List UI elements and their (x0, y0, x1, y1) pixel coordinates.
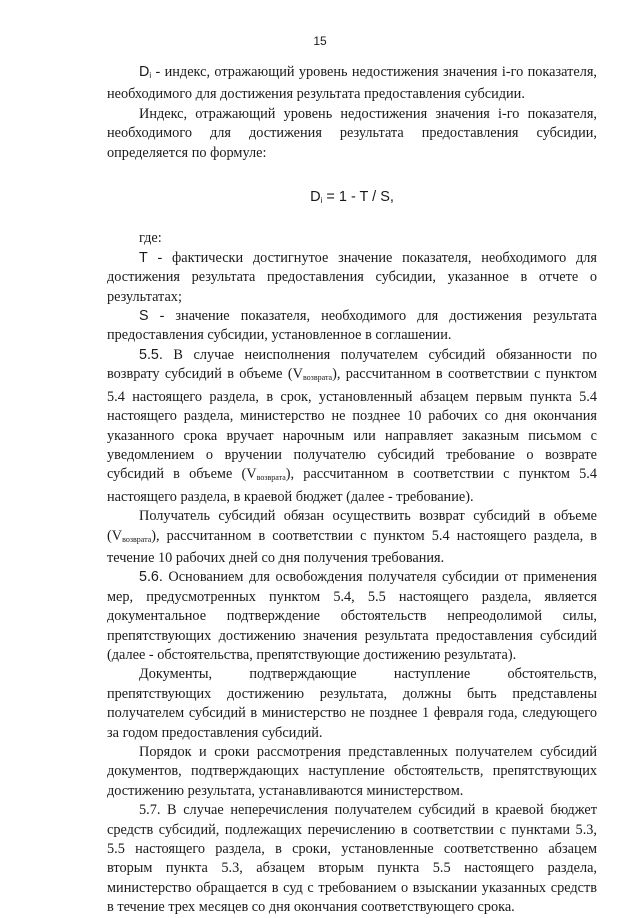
clause-number-5-6: 5.6. (139, 569, 163, 586)
subscript-vozvrata-3: возврата (122, 534, 152, 544)
symbol-d-subscript: i (149, 71, 152, 80)
formula-rhs: = 1 - T / S, (322, 189, 394, 206)
symbol-d: D (139, 64, 150, 80)
paragraph-t-text: - фактически достигнутое значение показателя, необходимого для достижения результата предоставления субсидии, указанное в отчете о результатах; (107, 249, 597, 305)
paragraph-s-definition (107, 307, 597, 346)
paragraph-5-5-text-3: ), рассчитанном в соответствии с пунктом 5.4 настоящего раздела, в краевой бюджет (далее - требование). (107, 466, 597, 505)
paragraph-5-6 (107, 568, 597, 665)
paragraph-5-5-text-1: В случае неисполнения получателем субсидий обязанности по возврату субсидий в объеме (V (107, 346, 597, 383)
symbol-t: T (139, 249, 148, 266)
subscript-vozvrata-1: возврата (302, 373, 333, 383)
clause-number-5-5: 5.5. (139, 346, 163, 363)
paragraph-di-definition (107, 63, 597, 105)
paragraph-index-intro: Индекс, отражающий уровень недостижения значения i-го показателя, необходимого для достижения результата предоставления субсидии, определяется по формуле: (107, 105, 597, 161)
paragraph-di-text: - индекс, отражающий уровень недостижения значения i-го показателя, необходимого для достижения результата предоставления субсидии. (107, 64, 597, 103)
paragraph-5-6-text: Основанием для освобождения получателя субсидии от применения мер, предусмотренных пунктом 5.4, 5.5 настоящего раздела, является документальное подтверждение обстоятельств непреодолимой силы, препятствующих достижению значения результата предоставления субсидий (далее - обстоятельства, препятствующие достижению результата). (107, 569, 597, 663)
paragraph-5-7: 5.7. В случае неперечисления получателем субсидий в краевой бюджет средств субсидий, подлежащих перечислению в соответствии с пунктами 5.3, 5.5 настоящего раздела, в сроки, установленные соответственно абзацем вторым пункта 5.3, абзацем вторым пункта 5.5 настоящего раздела, министерство обращается в суд с требованием о взыскании указанных средств в течение трех месяцев со дня окончания соответствующего срока. (107, 802, 597, 916)
where-label: где: (139, 230, 162, 247)
document-body (107, 63, 597, 918)
paragraph-5-5 (107, 346, 597, 507)
paragraph-t-definition (107, 249, 597, 307)
paragraph-5-5-text-2: ), рассчитанном в соответствии с пунктом 5.4 настоящего раздела, в срок, установленный абзацем первым пункта 5.4 настоящего раздела, министерство не позднее 10 рабочих со дня окончания указанного срока вручает нарочным или направляет заказным письмом с уведомлением о вручении получателю субсидий требование о возврате субсидий в объеме (V (107, 366, 597, 483)
paragraph-obliged-text-1: Получатель субсидий обязан осуществить возврат субсидий в объеме (V (107, 508, 597, 544)
formula (107, 188, 597, 210)
paragraph-procedure: Порядок и сроки рассмотрения представленных получателем субсидий документов, подтверждающих наступление обстоятельств, препятствующих достижению результата, устанавливаются министерством. (107, 744, 597, 799)
paragraph-s-text: - значение показателя, необходимого для достижения результата предоставления субсидии, установленное в соглашении. (107, 308, 597, 344)
formula-lhs-subscript: i (320, 196, 323, 206)
subscript-vozvrata-2: возврата (256, 473, 286, 483)
paragraph-documents: Документы, подтверждающие наступление обстоятельств, препятствующих достижению результата, должны быть представлены получателем субсидий в министерство не позднее 1 февраля года, следующего за годом предоставления субсидий. (107, 666, 597, 741)
paragraph-obliged (107, 507, 597, 568)
formula-lhs: D (310, 189, 321, 206)
paragraph-obliged-text-2: ), рассчитанном в соответствии с пунктом 5.4 настоящего раздела, в течение 10 рабочих дней со дня получения требования. (107, 527, 597, 566)
page-number: 15 (313, 34, 327, 48)
symbol-s: S (139, 308, 149, 325)
